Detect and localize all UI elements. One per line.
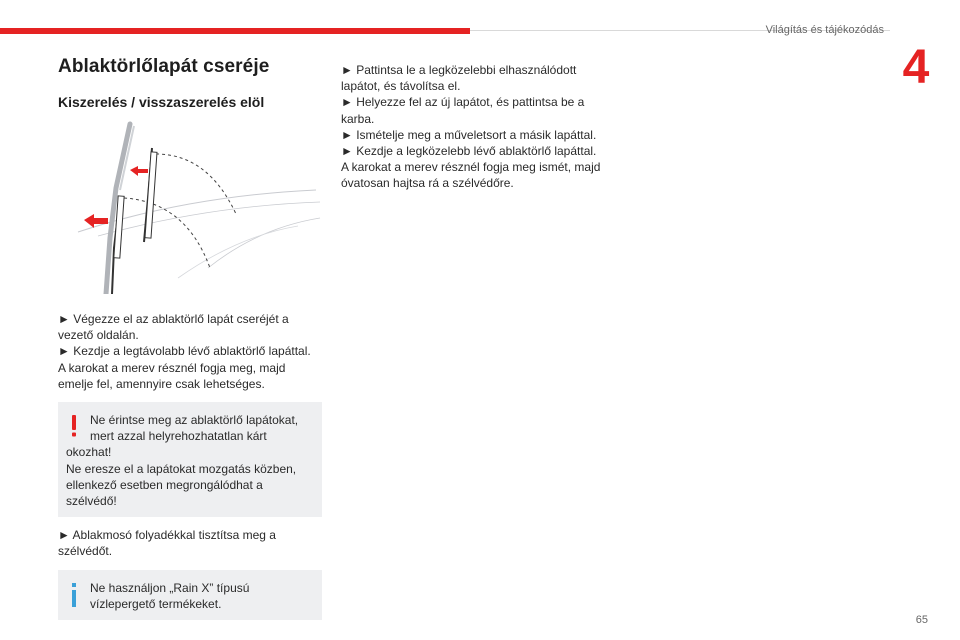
info-text: vízlepergető termékeket. [90,596,222,611]
text-line: karba. [341,111,375,126]
text-line: ► Helyezze fel az új lapátot, és pattintsa be a [341,95,585,110]
text-line: lapátot, és távolítsa el. [341,79,461,94]
section-subtitle: Kiszerelés / visszaszerelés elöl [58,94,265,110]
text-line: A karokat a merev résznél fogja meg ismét, majd [341,160,601,175]
section-title: Ablaktörlőlapát cseréje [58,56,270,77]
text-line: ► Kezdje a legtávolabb lévő ablaktörlő lapáttal. [58,344,311,359]
text-line: emelje fel, amennyire csak lehetséges. [58,376,265,391]
info-text: Ne használjon „Rain X” típusú [90,580,250,595]
info-box [58,570,322,620]
warning-text: szélvédő! [66,494,117,509]
arrow-icon [130,166,148,176]
warning-text: mert azzal helyrehozhatatlan kárt [90,429,267,444]
text-line: A karokat a merev résznél fogja meg, majd [58,360,286,375]
warning-text: okozhat! [66,445,112,460]
chapter-title: Világítás és tájékozódás [765,24,884,36]
warning-text: Ne érintse meg az ablaktörlő lapátokat, [90,413,299,428]
text-line: szélvédőt. [58,544,113,559]
warning-text: Ne eresze el a lapátokat mozgatás közben, [66,461,297,476]
text-line: ► Végezze el az ablaktörlő lapát cseréjét a [58,312,289,326]
header-accent-bar [0,28,470,34]
text-line: vezető oldalán. [58,328,139,343]
text-line: ► Kezdje a legközelebb lévő ablaktörlő lapáttal. [341,144,597,159]
text-line: ► Ismételje meg a műveletsort a másik lapáttal. [341,127,597,142]
warning-box [58,402,322,517]
chapter-number: 4 [902,41,930,94]
exclamation-icon [69,415,79,437]
instruction-paragraph [58,311,322,392]
info-icon [69,583,79,607]
text-line: óvatosan hajtsa rá a szélvédőre. [341,176,514,191]
instruction-paragraph [58,527,322,559]
text-line: ► Ablakmosó folyadékkal tisztítsa meg a [58,528,276,543]
text-line: ► Pattintsa le a legközelebbi elhasználódott [341,63,577,77]
right-column [341,62,613,192]
left-column [58,56,322,620]
warning-text: ellenkező esetben megrongálódhat a [66,477,263,492]
wiper-illustration [58,118,322,294]
instruction-paragraph [341,62,613,192]
page-number: 65 [915,614,928,626]
